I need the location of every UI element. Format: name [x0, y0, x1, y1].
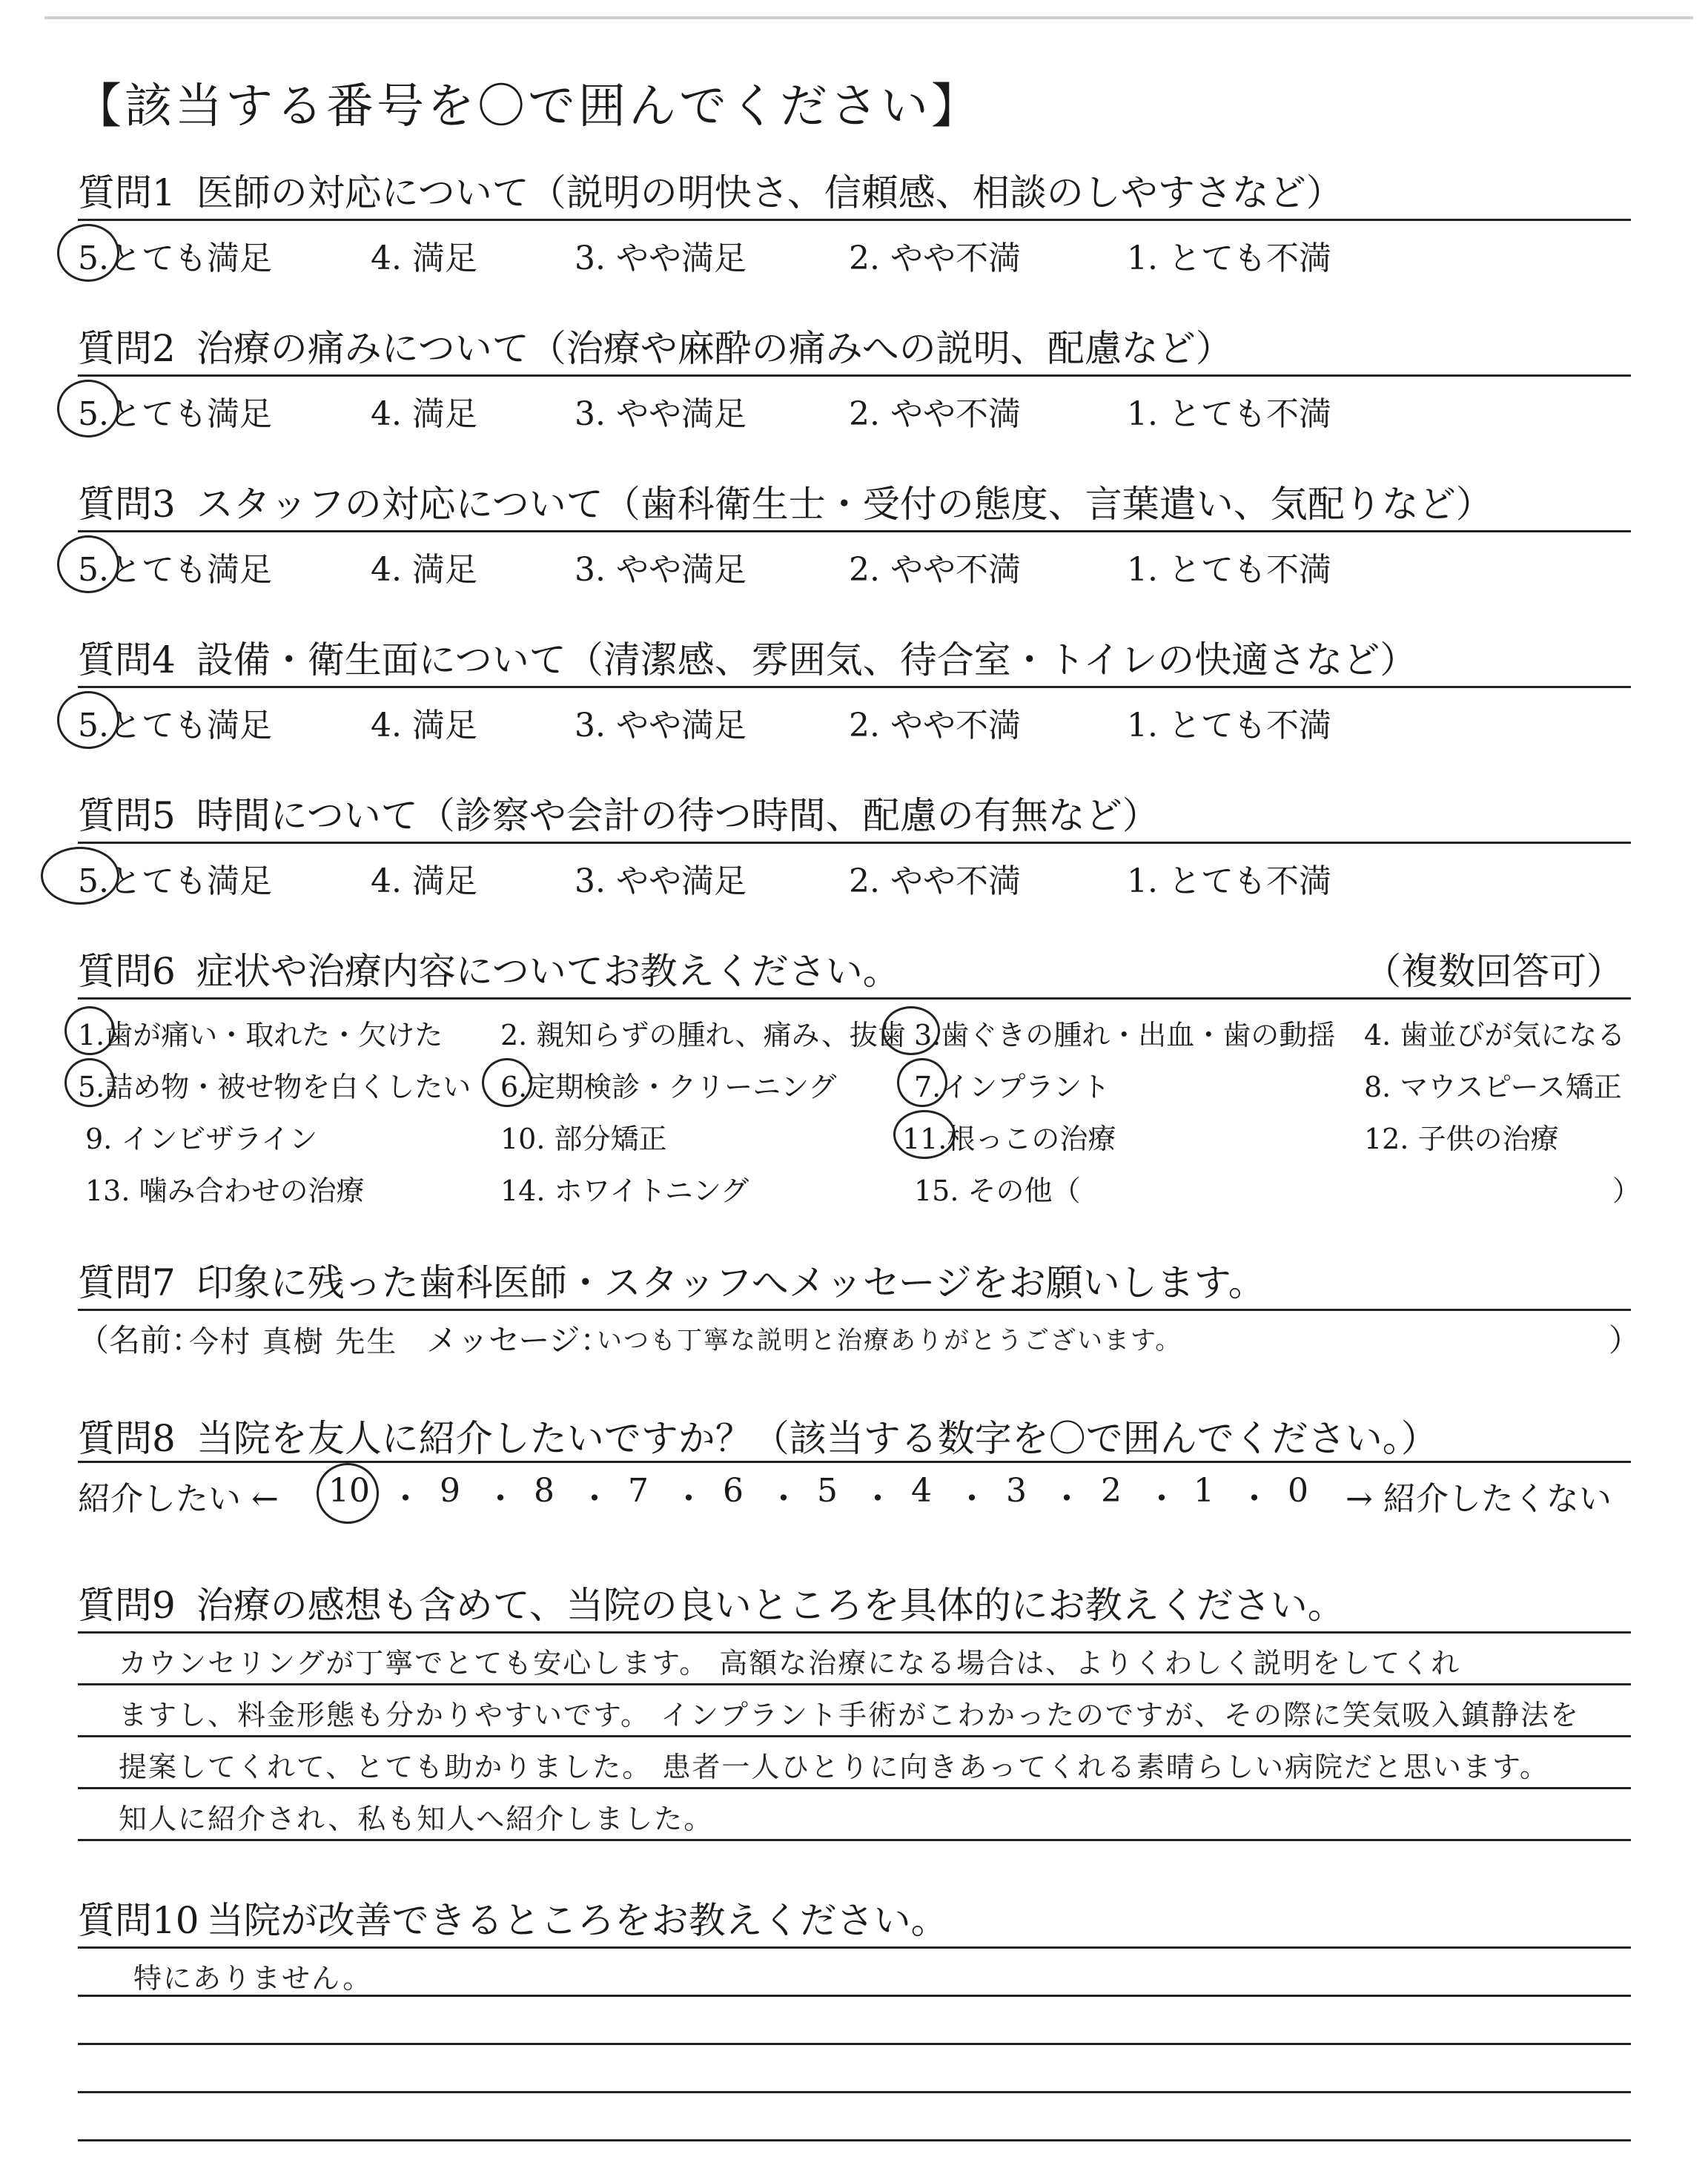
answer-line: [78, 1995, 1631, 1997]
scale-dot: ・: [389, 1480, 422, 1518]
q6-options-row-4: [78, 1168, 1642, 1208]
option-2[interactable]: 2. やや不満: [849, 862, 1021, 900]
scale-right-label: → 紹介したくない: [1345, 1480, 1612, 1518]
q6-option-13[interactable]: 13. 噛み合わせの治療: [85, 1175, 365, 1207]
question-10-title: [78, 1891, 948, 1944]
scale-dot: ・: [1050, 1480, 1083, 1518]
scale-7[interactable]: 7: [628, 1472, 649, 1510]
q6-options-row-1: [78, 1012, 1642, 1052]
scale-2[interactable]: 2: [1101, 1472, 1122, 1510]
q6-options-row-2: [78, 1064, 1642, 1104]
scale-5[interactable]: 5: [817, 1472, 838, 1510]
answer-line: [78, 1787, 1631, 1789]
answer-line: [78, 2139, 1631, 2141]
question-number: 質問4: [78, 638, 176, 681]
divider: [78, 997, 1631, 1000]
question-number: 質問6: [78, 950, 176, 993]
option-3[interactable]: 3. やや満足: [575, 240, 747, 277]
q9-answer-line-2[interactable]: ますし、料金形態も分かりやすいです。 インプラント手術がこわかったのですが、その際に笑気吸入鎮静法を: [119, 1699, 1580, 1731]
rating-row-q1: [78, 231, 1631, 277]
option-3[interactable]: 3. やや満足: [575, 862, 747, 900]
top-border-line: [44, 16, 1693, 19]
answer-line: [78, 1683, 1631, 1685]
q6-option-7[interactable]: 7.インプラント: [914, 1071, 1110, 1103]
option-1[interactable]: 1. とても不満: [1127, 240, 1331, 277]
q6-option-9[interactable]: 9. インビザライン: [85, 1123, 318, 1155]
scale-dot: ・: [767, 1480, 800, 1518]
scale-9[interactable]: 9: [440, 1472, 460, 1510]
scale-1[interactable]: 1: [1194, 1472, 1214, 1510]
scale-dot: ・: [672, 1480, 705, 1518]
q6-option-15[interactable]: 15. その他（: [914, 1175, 1081, 1207]
option-5[interactable]: 5.とても満足: [78, 240, 272, 277]
staff-name-handwritten[interactable]: 今村 真樹 先生: [189, 1325, 398, 1359]
scale-dot: ・: [1238, 1480, 1271, 1518]
question-text: 治療の痛みについて（治療や麻酔の痛みへの説明、配慮など）: [196, 327, 1233, 370]
message-handwritten[interactable]: いつも丁寧な説明と治療ありがとうございます。: [597, 1326, 1182, 1355]
scale-6[interactable]: 6: [723, 1472, 744, 1510]
rating-row-q3: [78, 543, 1631, 589]
option-4[interactable]: 4. 満足: [371, 395, 477, 433]
question-number: 質問5: [78, 794, 176, 837]
question-5-title: [78, 786, 1159, 839]
page-header: 【該当する番号を〇で囲んでください】: [74, 79, 982, 134]
divider: [78, 842, 1631, 844]
scale-0[interactable]: 0: [1288, 1472, 1308, 1510]
q6-option-11[interactable]: 11.根っこの治療: [902, 1123, 1116, 1155]
message-close-paren: ）: [1609, 1322, 1641, 1358]
q6-option-6[interactable]: 6.定期検診・クリーニング: [500, 1071, 837, 1103]
rating-row-q2: [78, 387, 1631, 433]
scale-3[interactable]: 3: [1006, 1472, 1027, 1510]
q10-answer-line-1[interactable]: 特にありません。: [133, 1962, 373, 1995]
question-text: 治療の感想も含めて、当院の良いところを具体的にお教えください。: [196, 1584, 1345, 1627]
question-text: 当院を友人に紹介したいですか？（該当する数字を〇で囲んでください。）: [196, 1417, 1438, 1460]
option-5[interactable]: 5.とても満足: [78, 551, 272, 589]
option-4[interactable]: 4. 満足: [371, 551, 477, 589]
answer-line: [78, 1735, 1631, 1737]
option-2[interactable]: 2. やや不満: [849, 707, 1021, 744]
option-1[interactable]: 1. とても不満: [1127, 395, 1331, 433]
q6-option-4[interactable]: 4. 歯並びが気になる: [1364, 1019, 1626, 1051]
question-number: 質問8: [78, 1417, 176, 1460]
option-2[interactable]: 2. やや不満: [849, 395, 1021, 433]
q6-option-2[interactable]: 2. 親知らずの腫れ、痛み、抜歯: [500, 1019, 906, 1051]
q9-answer-line-4[interactable]: 知人に紹介され、私も知人へ紹介しました。: [119, 1803, 714, 1835]
option-2[interactable]: 2. やや不満: [849, 551, 1021, 589]
q6-option-3[interactable]: 3.歯ぐきの腫れ・出血・歯の動揺: [914, 1019, 1336, 1051]
scale-dot: ・: [578, 1480, 611, 1518]
question-text: 症状や治療内容についてお教えください。: [196, 950, 900, 993]
question-number: 質問3: [78, 483, 176, 526]
option-2[interactable]: 2. やや不満: [849, 240, 1021, 277]
scale-dot: ・: [484, 1480, 517, 1518]
question-number: 質問9: [78, 1584, 176, 1627]
option-4[interactable]: 4. 満足: [371, 862, 477, 900]
multiple-answer-note: （複数回答可）: [1364, 950, 1623, 993]
option-3[interactable]: 3. やや満足: [575, 707, 747, 744]
answer-line: [78, 2091, 1631, 2093]
option-5[interactable]: 5.とても満足: [78, 395, 272, 433]
answer-line: [78, 1839, 1631, 1841]
question-text: 時間について（診察や会計の待つ時間、配慮の有無など）: [196, 794, 1159, 837]
rating-row-q4: [78, 698, 1631, 744]
option-5[interactable]: 5.とても満足: [78, 707, 272, 744]
question-number: 質問10: [78, 1899, 199, 1942]
divider: [78, 1309, 1631, 1311]
option-1[interactable]: 1. とても不満: [1127, 707, 1331, 744]
q6-options-row-3: [78, 1116, 1642, 1156]
question-number: 質問1: [78, 171, 176, 214]
divider: [78, 1946, 1631, 1949]
option-4[interactable]: 4. 満足: [371, 240, 477, 277]
divider: [78, 219, 1631, 221]
question-6-title: [78, 942, 900, 995]
q6-option-12[interactable]: 12. 子供の治療: [1364, 1123, 1559, 1155]
q6-option-14[interactable]: 14. ホワイトニング: [500, 1175, 749, 1207]
question-text: 医師の対応について（説明の明快さ、信頼感、相談のしやすさなど）: [196, 171, 1343, 214]
question-number: 質問7: [78, 1261, 176, 1304]
scale-4[interactable]: 4: [911, 1472, 932, 1510]
scale-dot: ・: [861, 1480, 894, 1518]
question-4-title: [78, 630, 1417, 684]
q6-option-1[interactable]: 1.歯が痛い・取れた・欠けた: [78, 1019, 443, 1051]
option-3[interactable]: 3. やや満足: [575, 395, 747, 433]
scale-dot: ・: [1145, 1480, 1178, 1518]
divider: [78, 1631, 1631, 1634]
divider: [78, 1461, 1631, 1463]
scale-8[interactable]: 8: [534, 1472, 555, 1510]
question-2-title: [78, 319, 1233, 372]
scale-dot: ・: [956, 1480, 988, 1518]
question-3-title: [78, 475, 1493, 528]
option-4[interactable]: 4. 満足: [371, 707, 477, 744]
divider: [78, 686, 1631, 688]
question-text: スタッフの対応について（歯科衛生士・受付の態度、言葉遣い、気配りなど）: [196, 483, 1493, 526]
rating-row-q5: [78, 854, 1631, 900]
divider: [78, 530, 1631, 532]
q6-option-8[interactable]: 8. マウスピース矯正: [1364, 1071, 1622, 1103]
q6-other-close-paren: ）: [1612, 1175, 1641, 1207]
scale-10[interactable]: 10: [328, 1472, 370, 1510]
question-number: 質問2: [78, 327, 176, 370]
answer-line: [78, 2043, 1631, 2045]
option-3[interactable]: 3. やや満足: [575, 551, 747, 589]
recommend-scale: [78, 1472, 1635, 1516]
q9-answer-line-1[interactable]: カウンセリングが丁寧でとても安心します。 高額な治療になる場合は、よりくわしく説明をしてくれ: [119, 1647, 1461, 1680]
question-8-title: [78, 1409, 1438, 1462]
name-label: （名前：: [78, 1322, 203, 1358]
option-5[interactable]: 5.とても満足: [78, 862, 272, 900]
question-text: 設備・衛生面について（清潔感、雰囲気、待合室・トイレの快適さなど）: [196, 638, 1417, 681]
q9-answer-line-3[interactable]: 提案してくれて、とても助かりました。 患者一人ひとりに向きあってくれる素晴らしい病院だと思います。: [119, 1751, 1549, 1783]
question-9-title: [78, 1576, 1345, 1629]
question-1-title: [78, 163, 1343, 217]
q6-option-10[interactable]: 10. 部分矯正: [500, 1123, 667, 1155]
message-label: メッセージ：: [426, 1322, 612, 1358]
q6-option-5[interactable]: 5.詰め物・被せ物を白くしたい: [78, 1071, 471, 1103]
question-text: 印象に残った歯科医師・スタッフへメッセージをお願いします。: [196, 1261, 1265, 1304]
scale-left-label: 紹介したい ←: [78, 1480, 279, 1518]
question-text: 当院が改善できるところをお教えください。: [206, 1899, 948, 1942]
divider: [78, 374, 1631, 377]
question-7-title: [78, 1253, 1265, 1307]
option-1[interactable]: 1. とても不満: [1127, 551, 1331, 589]
option-1[interactable]: 1. とても不満: [1127, 862, 1331, 900]
